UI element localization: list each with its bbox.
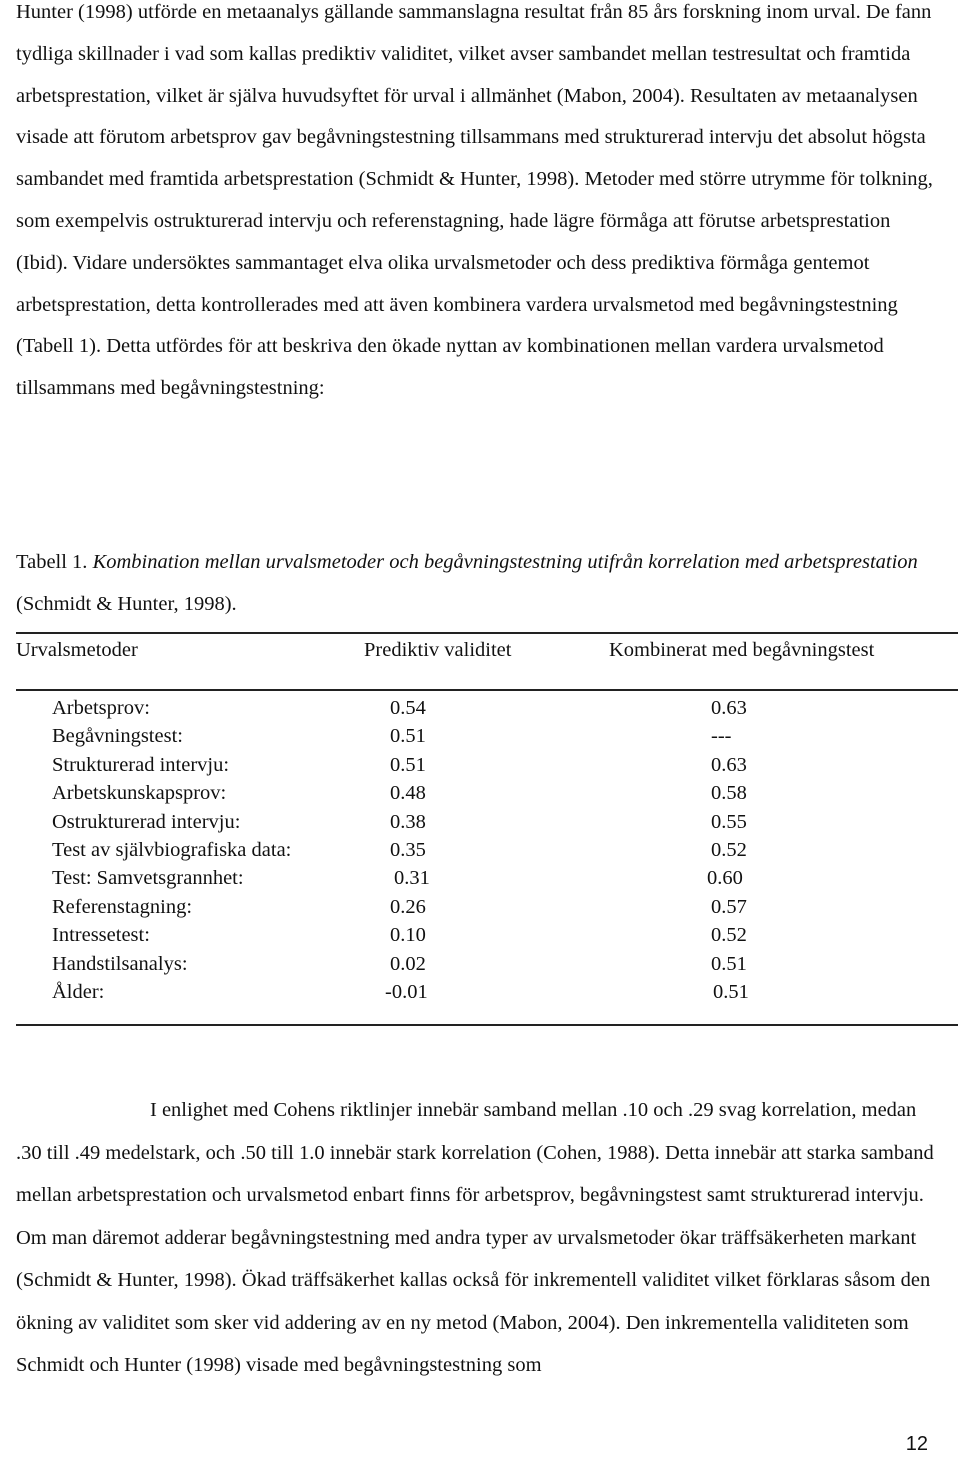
cell-method: Arbetsprov: [52,697,150,719]
cell-validity: 0.51 [390,725,426,748]
cell-combined: 0.60 [707,867,743,890]
table-row [0,836,960,864]
table-row [0,921,960,949]
table-caption-title: Kombination mellan urvalsmetoder och begåvningstestning utifrån korrelation med arbetsprestation [92,551,918,573]
cell-combined: 0.52 [711,924,747,947]
cell-validity: 0.10 [390,924,426,947]
table-header-validity: Prediktiv validitet [364,639,512,661]
cell-method: Strukturerad intervju: [52,753,230,776]
table-row [0,722,960,750]
cell-validity: 0.31 [394,867,430,890]
body-paragraph-1: Hunter (1998) utförde en metaanalys gällande sammanslagna resultat från 85 års forskning inom urval. De fann tydliga skillnader i vad som kallas prediktiv validitet, vilket avser sambandet mellan testresultat och framtida arbetsprestation, vilket är själva huvudsyftet för urval i allmänhet (Mabon, 2004). Resultaten av metaanalysen visade att förutom arbetsprov gav begåvningstestning tillsammans med strukturerad intervju det absolut högsta sambandet med framtida arbetsprestation (Schmidt & Hunter, 1998). Metoder med större utrymme för tolkning, som exempelvis ostrukturerad intervju och referenstagning, hade lägre förmåga att förutse arbetsprestation (Ibid). Vidare undersöktes sammantaget elva olika urvalsmetoder och dess prediktiva förmåga gentemot arbetsprestation, detta kontrollerades med att även kombinera vardera urvalsmetod med begåvningstestning (Tabell 1). Detta utfördes för att beskriva den ökade nyttan av kombinationen mellan vardera urvalsmetod tillsammans med begåvningstestning: [16,1,933,400]
cell-combined: 0.51 [711,952,747,975]
table-top-rule [16,632,958,634]
table-caption-source: (Schmidt & Hunter, 1998). [16,593,237,615]
cell-method: Handstilsanalys: [52,952,188,975]
table-caption-label: Tabell 1. [16,551,88,573]
cell-combined: 0.63 [711,753,747,776]
cell-validity: -0.01 [385,980,428,1003]
cell-validity: 0.26 [390,895,426,918]
cell-method: Test av självbiografiska data: [52,838,292,861]
page-number: 12 [905,1433,928,1455]
table-body [0,694,960,1006]
cell-combined: 0.52 [711,838,747,861]
table-header-combined: Kombinerat med begåvningstest [609,639,875,661]
cell-method: Arbetskunskapsprov: [52,782,227,805]
cell-method: Ålder: [52,980,105,1003]
cell-validity: 0.54 [390,697,426,719]
cell-validity: 0.38 [390,810,426,833]
cell-validity: 0.35 [390,838,426,861]
cell-combined: 0.63 [711,697,747,719]
table-caption [16,541,946,625]
cell-method: Referenstagning: [52,895,193,918]
body-paragraph-2: I enlighet med Cohens riktlinjer innebär samband mellan .10 och .29 svag korrelation, medan .30 till .49 medelstark, och .50 till 1.0 innebär stark korrelation (Cohen, 1988). Detta innebär att starka samband mellan arbetsprestation och urvalsmetod enbart finns för arbetsprov, begåvningstest samt strukturerad intervju. Om man däremot adderar begåvningstestning med andra typer av urvalsmetoder ökar träffsäkerheten markant (Schmidt & Hunter, 1998). Ökad träffsäkerhet kallas också för inkrementell validitet vilket förklaras såsom den ökning av validitet som sker vid addering av en ny metod (Mabon, 2004). Den inkrementella validiteten som Schmidt och Hunter (1998) visade med begåvningstestning som [16,1099,934,1376]
cell-combined: 0.57 [711,895,747,918]
cell-method: Begåvningstest: [52,725,183,748]
cell-combined: 0.51 [713,980,749,1003]
cell-validity: 0.48 [390,782,426,805]
table-row [0,808,960,836]
cell-combined: --- [711,725,732,748]
table-row [0,779,960,807]
cell-method: Intressetest: [52,924,150,947]
table-header-method: Urvalsmetoder [16,639,138,661]
table-row [0,751,960,779]
cell-method: Test: Samvetsgrannhet: [52,867,244,890]
table-row [0,864,960,892]
table-header-rule [16,689,958,691]
table-row [0,694,960,722]
table-row [0,893,960,921]
table-row [0,950,960,978]
table-row [0,978,960,1006]
cell-method: Ostrukturerad intervju: [52,810,241,833]
cell-validity: 0.51 [390,753,426,776]
cell-validity: 0.02 [390,952,426,975]
cell-combined: 0.58 [711,782,747,805]
cell-combined: 0.55 [711,810,747,833]
table-bottom-rule [16,1024,958,1026]
